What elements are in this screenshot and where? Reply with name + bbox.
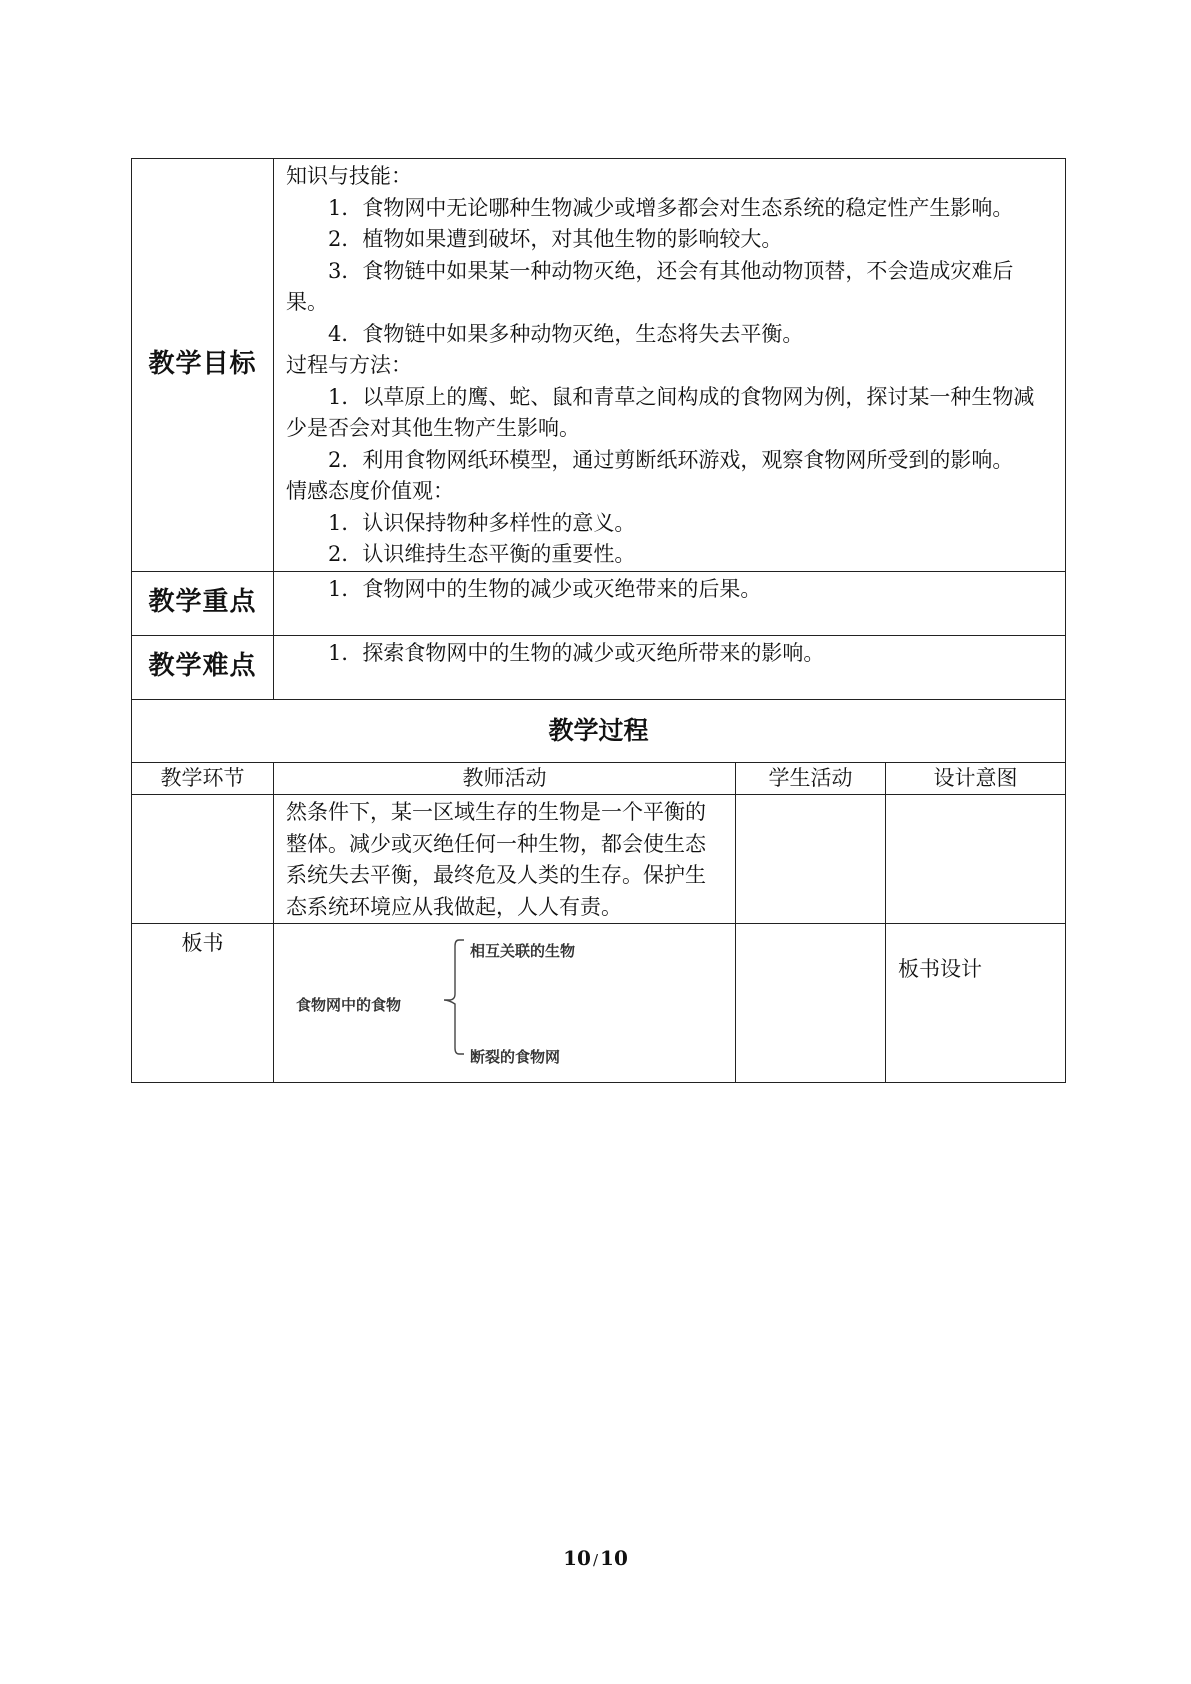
design-intent-cell	[886, 795, 1066, 924]
objective-item: 1．认识保持物种多样性的意义。	[328, 510, 636, 535]
section-heading: 知识与技能：	[286, 164, 412, 188]
diagram-root: 食物网中的食物	[296, 996, 402, 1014]
difficulties-content	[274, 635, 1066, 699]
board-stage-cell: 板书	[132, 924, 274, 1083]
lesson-plan-table	[131, 158, 1066, 1083]
difficulties-row	[132, 635, 1066, 699]
objective-item: 2．植物如果遭到破坏，对其他生物的影响较大。	[328, 227, 783, 251]
objective-item: 1．食物网中无论哪种生物减少或增多都会对生态系统的稳定性产生影响。	[328, 195, 1014, 220]
objectives-content	[274, 159, 1066, 572]
section-heading: 过程与方法：	[286, 353, 412, 377]
difficulties-label: 教学难点	[132, 635, 274, 699]
process-title: 教学过程	[132, 699, 1066, 762]
board-diagram-cell	[274, 924, 736, 1083]
board-diagram	[274, 924, 735, 1082]
objective-item: 1．以草原上的鹰、蛇、鼠和青草之间构成的食物网为例，探讨某一种生物减少是否会对其他生物产生影响。	[286, 384, 1035, 440]
objective-item: 2．利用食物网纸环模型，通过剪断纸环游戏，观察食物网所受到的影响。	[328, 447, 1014, 472]
page-current: 10	[563, 1546, 591, 1570]
page-number	[0, 1546, 1191, 1570]
key-points-label: 教学重点	[132, 571, 274, 635]
header-intent: 设计意图	[886, 762, 1066, 795]
objectives-row	[132, 159, 1066, 572]
teacher-activity-cell: 然条件下，某一区域生存的生物是一个平衡的整体。减少或灭绝任何一种生物，都会使生态系统失去平衡，最终危及人类的生存。保护生态系统环境应从我做起，人人有责。	[274, 795, 736, 924]
objective-item: 3．食物链中如果某一种动物灭绝，还会有其他动物顶替，不会造成灾难后果。	[286, 258, 1014, 314]
header-teacher: 教师活动	[274, 762, 736, 795]
header-student: 学生活动	[736, 762, 886, 795]
branch-related-organisms: 相互关联的生物	[470, 942, 576, 960]
student-activity-cell	[736, 795, 886, 924]
board-row	[132, 924, 1066, 1083]
section-heading: 情感态度价值观：	[286, 479, 454, 503]
process-header-row	[132, 762, 1066, 795]
branch-broken-food-web: 断裂的食物网	[470, 1048, 561, 1066]
table-row	[132, 795, 1066, 924]
objectives-label: 教学目标	[132, 159, 274, 572]
key-points-content	[274, 571, 1066, 635]
page-total: 10	[600, 1546, 628, 1570]
key-points-row	[132, 571, 1066, 635]
process-title-row	[132, 699, 1066, 762]
objective-item: 2．认识维持生态平衡的重要性。	[328, 542, 636, 566]
header-stage: 教学环节	[132, 762, 274, 795]
board-student-cell	[736, 924, 886, 1083]
objective-item: 4．食物链中如果多种动物灭绝，生态将失去平衡。	[328, 321, 804, 346]
difficulty-text: 1．探索食物网中的生物的减少或灭绝所带来的影响。	[328, 640, 825, 665]
stage-cell	[132, 795, 274, 924]
board-intent-cell: 板书设计	[886, 924, 1066, 1083]
page-separator: /	[592, 1551, 599, 1569]
key-point-text: 1．食物网中的生物的减少或灭绝带来的后果。	[328, 576, 762, 601]
